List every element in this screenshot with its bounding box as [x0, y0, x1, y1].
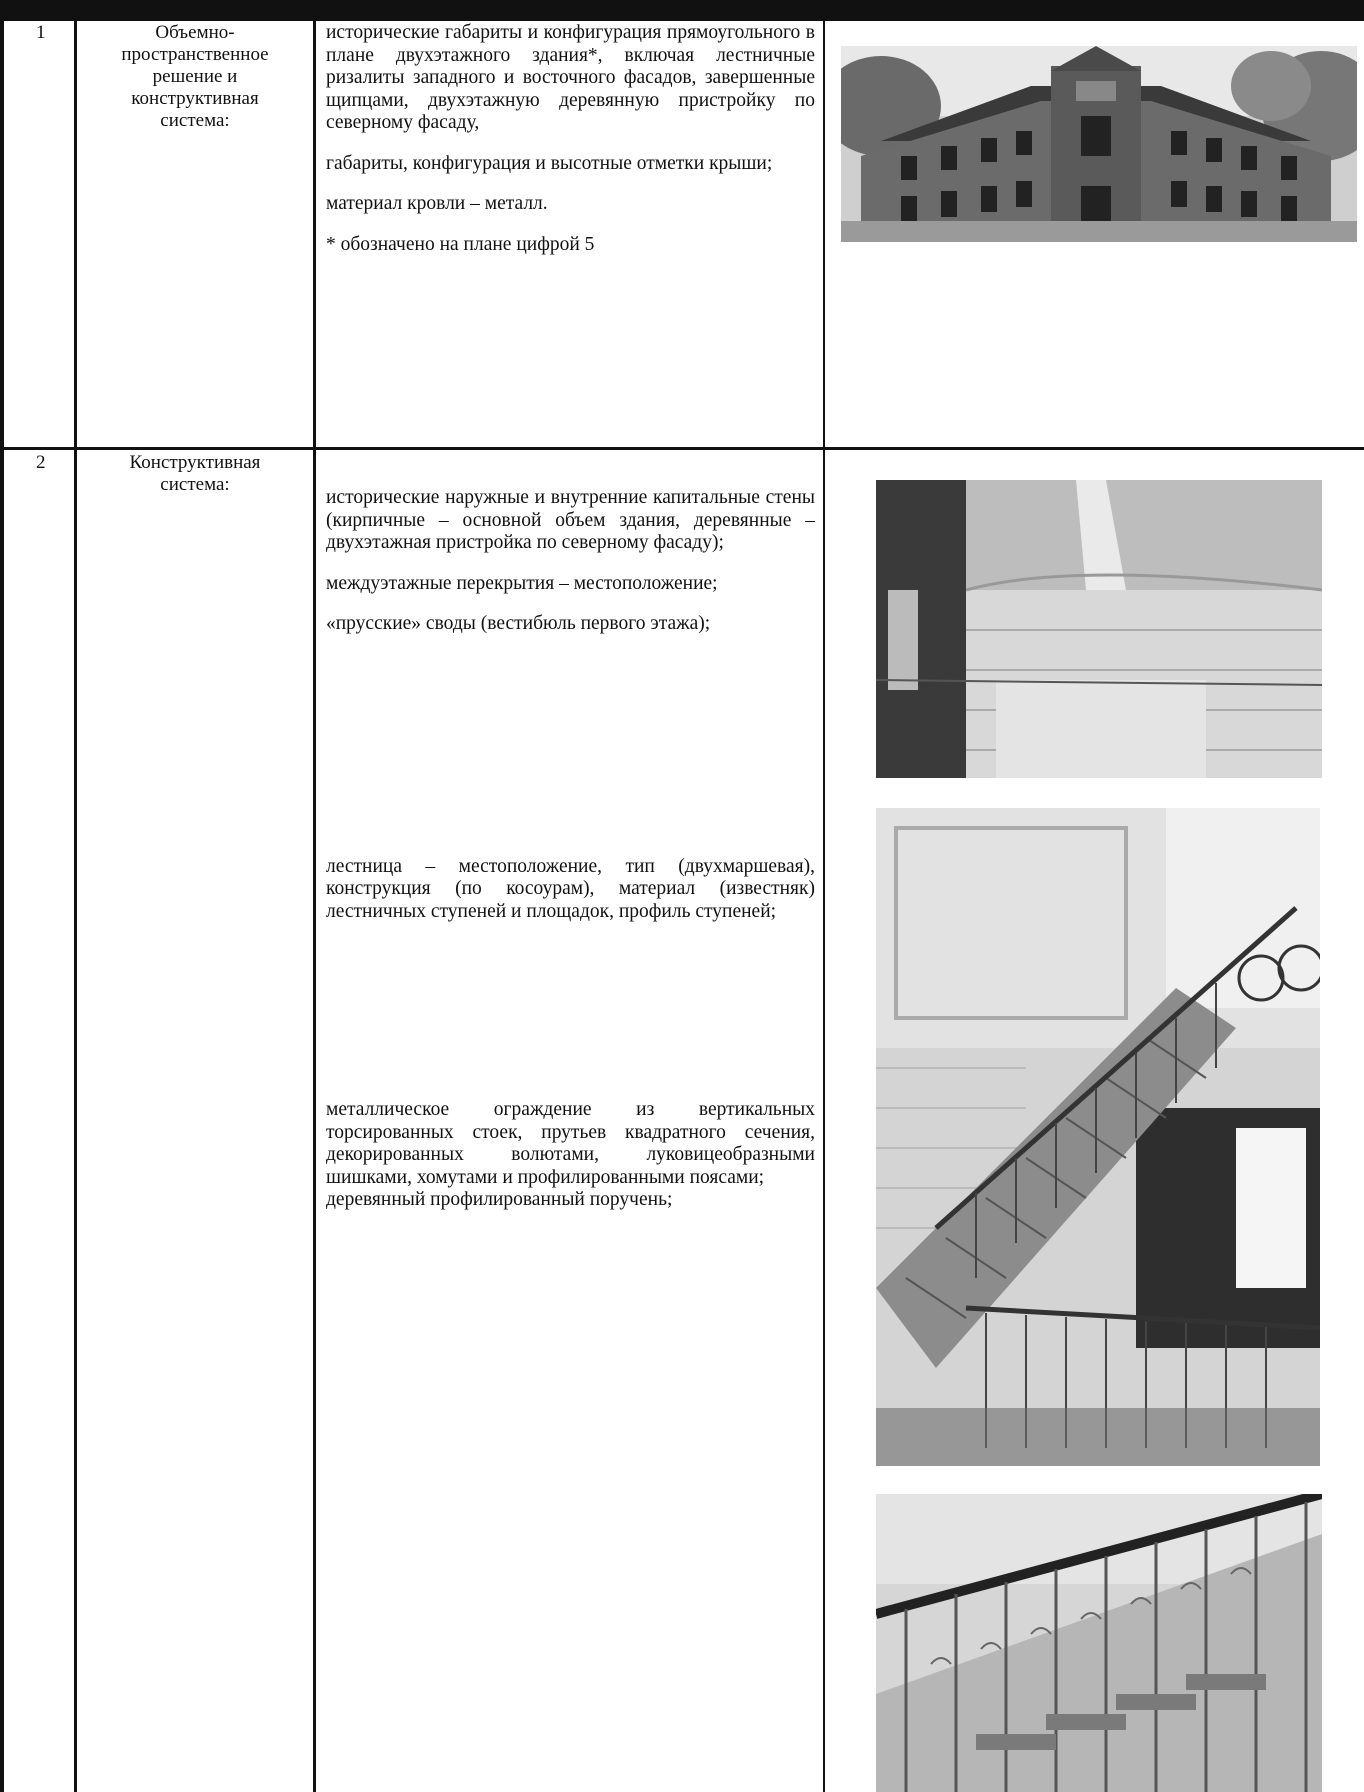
description-paragraph: исторические габариты и конфигурация прямоугольного в плане двухэтажного здания*, включая лестничные ризалиты западного и восточного фасадов, завершенные щипцами, двухэтажную деревянную пристройку по северному фасаду,	[326, 22, 815, 133]
col-divider-2	[313, 17, 316, 1792]
row-divider-middle	[0, 447, 1364, 450]
row-category: Объемно- пространственное решение и конструктивная система:	[121, 22, 269, 131]
staircase-photo	[876, 808, 1320, 1466]
description-paragraph: материал кровли – металл.	[326, 193, 548, 214]
description-paragraph: металлическое ограждение из вертикальных торсированных стоек, прутьев квадратного сечения, декорированных волютами, луковицеобразными шишками, хомутами и профилированными поясами;	[326, 1099, 815, 1188]
col-divider-1	[74, 17, 77, 1792]
description-paragraph: лестница – местоположение, тип (двухмаршевая), конструкция (по косоурам), материал (известняк) лестничных ступеней и площадок, профиль ступеней;	[326, 855, 815, 922]
row-number: 2	[36, 452, 46, 473]
row-description	[326, 487, 815, 1212]
col-divider-3	[823, 17, 825, 1792]
description-paragraph: деревянный профилированный поручень;	[326, 1189, 673, 1210]
vaulted-ceiling-photo	[876, 480, 1322, 778]
description-paragraph: «прусские» своды (вестибюль первого этажа);	[326, 613, 711, 634]
table-left-border	[0, 0, 4, 1792]
description-footnote: * обозначено на плане цифрой 5	[326, 233, 595, 255]
row-divider-top	[0, 17, 1364, 21]
description-paragraph: исторические наружные и внутренние капитальные стены (кирпичные – основной объем здания, деревянные – двухэтажная пристройка по северному фасаду);	[326, 487, 815, 553]
building-facade-photo	[841, 46, 1357, 242]
description-paragraph: междуэтажные перекрытия – местоположение;	[326, 572, 718, 594]
row-description	[326, 22, 815, 256]
railing-photo	[876, 1494, 1322, 1792]
table-top-rule	[0, 0, 1364, 3]
description-paragraph: габариты, конфигурация и высотные отметки крыши;	[326, 152, 773, 174]
row-number: 1	[36, 22, 46, 43]
row-category: Конструктивная система:	[129, 452, 261, 495]
